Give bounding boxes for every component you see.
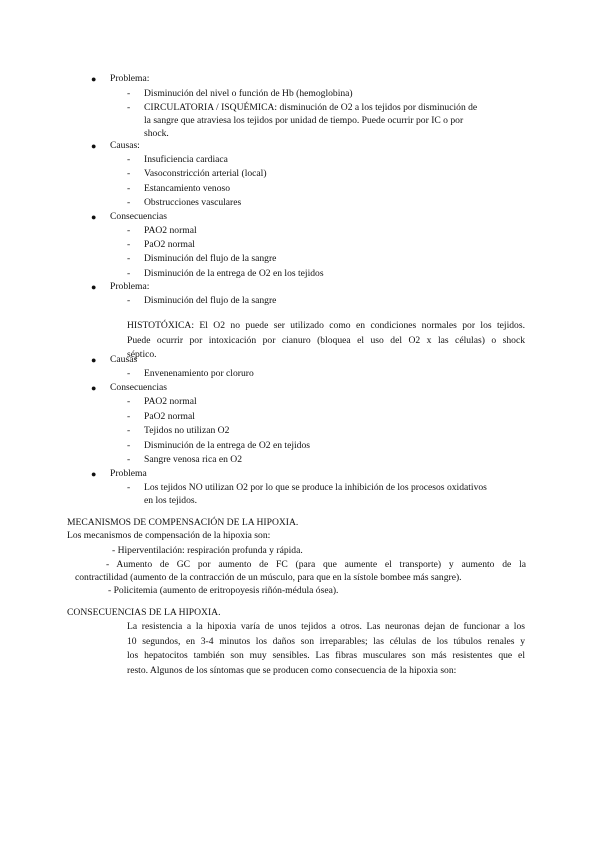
dash-icon: - bbox=[127, 425, 131, 436]
dash-icon: - bbox=[127, 183, 131, 194]
bullet-icon: ● bbox=[91, 469, 97, 479]
bullet-icon: ● bbox=[91, 282, 97, 292]
bullet-icon: ● bbox=[91, 74, 97, 84]
dash-icon: - bbox=[127, 225, 131, 236]
dash-icon: - bbox=[127, 102, 131, 113]
document-page: ● Problema: - Disminución del nivel o función de Hb (hemoglobina) - CIRCULATORIA / ISQUÉMICA: disminución de O2 a los tejidos por disminución de la sangre que atraviesa los tejidos por unidad de tiempo. Puede ocurrir por IC o por shock. ● Causas: - Insuficiencia cardiaca - Vasoconstricción arterial (local) - Estancamiento venoso - Obstrucciones vasculares ● Consecuencias - PAO2 normal - PaO2 normal - Disminución del flujo de la sangre - Disminución de la entrega de O2 en los tejidos ● Problema: - Disminución del flujo de la sangre HISTOTÓXICA: El O2 no puede ser utilizado como en condiciones normales por los tejidos. Puede ocurrir por intoxicación por cianuro (bloquea el uso del O2 x las células) o shock séptico. ● Causas - Envenenamiento por cloruro ● Consecuencias - PAO2 normal - PaO2 normal - Tejidos no utilizan O2 - Disminución de la entrega de O2 en tejidos - Sangre venosa rica en O2 ● Problema - Los tejidos NO utilizan O2 por lo que se produce la inhibición de los procesos oxidativos en los tejidos. MECANISMOS DE COMPENSACIÓN DE LA HIPOXIA. Los mecanismos de compensación de la hipoxia son: - Hiperventilación: respiración profunda y rápida. - Aumento de GC por aumento de FC (para que aumente el transporte) y aumento de la contractilidad (aumento de la contracción de un músculo, para que en la sístole bombee más sangre). - Policitemia (aumento de eritropoyesis riñón-médula ósea). CONSECUENCIAS DE LA HIPOXIA. La resistencia a la hipoxia varía de unos tejidos a otros. Las neuronas dejan de funcionar a los 10 segundos, en 3-4 minutos los daños son irreparables; las células de los túbulos renales y los hepatocitos también son muy sensibles. Las fibras musculares son más resistentes que el resto. Algunos de los síntomas que se producen como consecuencia de la hipoxia son: bbox=[0, 0, 600, 848]
consecuencias-paragraph: La resistencia a la hipoxia varía de unos tejidos a otros. Las neuronas dejan de funcionar a los 10 segundos, en 3-4 minutos los daños son irreparables; las células de los túbulos renales y los hepatocitos también son muy sensibles. Las fibras musculares son más resistentes que el resto. Algunos de los síntomas que se producen como consecuencia de la hipoxia son: bbox=[127, 621, 525, 676]
dash-icon: - bbox=[127, 253, 131, 264]
dash-icon: - bbox=[127, 197, 131, 208]
bullet-icon: ● bbox=[91, 141, 97, 151]
mecanismos-intro: Los mecanismos de compensación de la hipoxia son: bbox=[67, 530, 271, 541]
histotoxica-paragraph: HISTOTÓXICA: El O2 no puede ser utilizado como en condiciones normales por los tejidos. Puede ocurrir por intoxicación por cianuro (bloquea el uso del O2 x las células) o shock séptico. bbox=[127, 320, 525, 360]
mecanismos-heading: MECANISMOS DE COMPENSACIÓN DE LA HIPOXIA. bbox=[67, 517, 299, 528]
dash-icon: - bbox=[127, 368, 131, 379]
bullet-icon: ● bbox=[91, 383, 97, 393]
dash-icon: - bbox=[127, 482, 131, 493]
dash-icon: - bbox=[127, 239, 131, 250]
dash-icon: - bbox=[127, 154, 131, 165]
bullet-label: Causas: bbox=[110, 140, 140, 151]
consecuencias-heading: CONSECUENCIAS DE LA HIPOXIA. bbox=[67, 607, 221, 618]
bullet-label: Consecuencias bbox=[110, 382, 168, 393]
bullet-icon: ● bbox=[91, 212, 97, 222]
bullet-label: Problema: bbox=[110, 73, 150, 84]
dash-icon: - bbox=[127, 168, 131, 179]
dash-icon: - bbox=[127, 454, 131, 465]
dash-icon: - bbox=[127, 411, 131, 422]
hiperventilacion-item: - Hiperventilación: respiración profunda y rápida. bbox=[112, 545, 303, 556]
bullet-label: Consecuencias bbox=[110, 211, 168, 222]
bullet-label: Problema: bbox=[110, 281, 150, 292]
bullet-icon: ● bbox=[91, 355, 97, 365]
bullet-label: Causas bbox=[110, 354, 138, 365]
gc-item-line2: contractilidad (aumento de la contracción de un músculo, para que en la sístole bombee más sangre). bbox=[75, 572, 462, 583]
policitemia-item: - Policitemia (aumento de eritropoyesis riñón-médula ósea). bbox=[108, 585, 339, 596]
dash-icon: - bbox=[127, 396, 131, 407]
dash-icon: - bbox=[127, 295, 131, 306]
dash-icon: - bbox=[127, 440, 131, 451]
bullet-label: Problema bbox=[110, 468, 147, 479]
dash-icon: - bbox=[127, 88, 131, 99]
gc-item-line1: - Aumento de GC por aumento de FC (para que aumente el transporte) y aumento de la bbox=[106, 559, 526, 570]
dash-icon: - bbox=[127, 268, 131, 279]
